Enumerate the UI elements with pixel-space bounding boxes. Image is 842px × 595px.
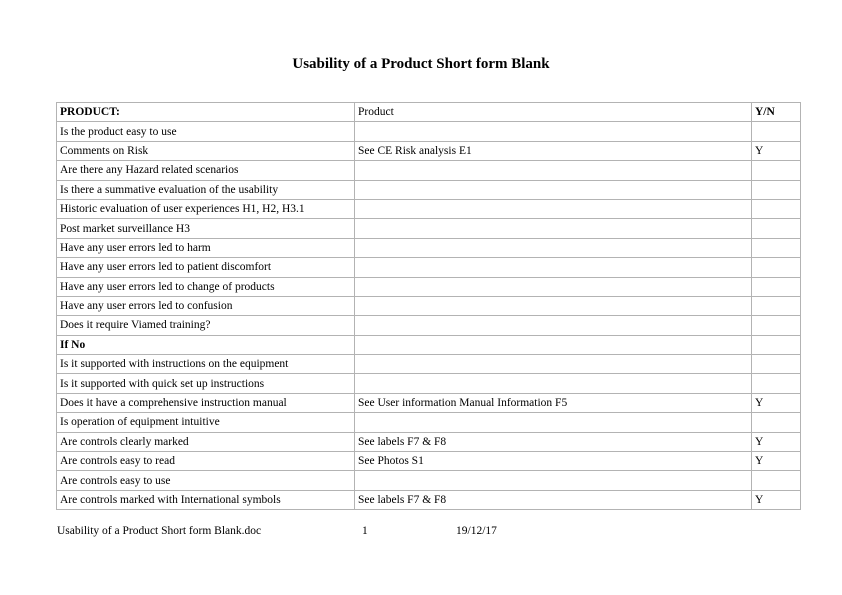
row-question: Have any user errors led to patient discomfort [57,258,355,277]
table-row [57,393,801,412]
row-yn-answer [752,199,801,218]
row-product-note: See CE Risk analysis E1 [355,141,752,160]
row-yn-answer [752,219,801,238]
row-product-note: See Photos S1 [355,452,752,471]
row-product-note [355,335,752,354]
row-yn-answer [752,471,801,490]
row-product-note [355,258,752,277]
footer-date: 19/12/17 [456,525,497,537]
footer-page-number: 1 [362,525,368,537]
table-row [57,161,801,180]
row-question: If No [57,335,355,354]
row-question: Are controls marked with International symbols [57,490,355,509]
table-row [57,452,801,471]
table-row [57,219,801,238]
document-title: Usability of a Product Short form Blank [292,56,550,72]
row-question: Are controls easy to use [57,471,355,490]
row-question: Does it have a comprehensive instruction manual [57,393,355,412]
row-yn-answer: Y [752,452,801,471]
row-product-note [355,199,752,218]
row-question: Have any user errors led to change of products [57,277,355,296]
table-row [57,122,801,141]
table-row [57,277,801,296]
row-question: Are there any Hazard related scenarios [57,161,355,180]
row-yn-answer [752,316,801,335]
row-yn-answer [752,355,801,374]
row-question: Is the product easy to use [57,122,355,141]
row-question: Is it supported with quick set up instructions [57,374,355,393]
row-product-note [355,296,752,315]
row-question: Does it require Viamed training? [57,316,355,335]
row-question: Historic evaluation of user experiences H1, H2, H3.1 [57,199,355,218]
row-product-note [355,122,752,141]
table-row [57,490,801,509]
row-product-note [355,316,752,335]
table-row [57,258,801,277]
row-question: Is it supported with instructions on the equipment [57,355,355,374]
row-yn-answer [752,335,801,354]
row-product-note [355,355,752,374]
row-yn-answer: Y [752,393,801,412]
row-yn-answer [752,258,801,277]
row-yn-answer [752,180,801,199]
row-question: Is operation of equipment intuitive [57,413,355,432]
row-yn-answer [752,238,801,257]
table-row [57,413,801,432]
table-row [57,180,801,199]
row-product-note: See labels F7 & F8 [355,490,752,509]
table-row [57,238,801,257]
row-question: Are controls clearly marked [57,432,355,451]
table-row [57,355,801,374]
row-yn-answer [752,122,801,141]
usability-table [56,102,801,510]
row-product-note: See User information Manual Information F5 [355,393,752,412]
table-row [57,432,801,451]
row-product-note [355,374,752,393]
header-product-column: Product [355,103,752,122]
row-yn-answer: Y [752,432,801,451]
row-question: Have any user errors led to harm [57,238,355,257]
table-row [57,374,801,393]
table-row [57,141,801,160]
row-product-note [355,471,752,490]
table-body [57,103,801,510]
table-row [57,296,801,315]
row-product-note [355,277,752,296]
row-yn-answer [752,374,801,393]
row-product-note [355,238,752,257]
row-product-note: See labels F7 & F8 [355,432,752,451]
row-question: Are controls easy to read [57,452,355,471]
table-row [57,471,801,490]
row-yn-answer [752,413,801,432]
row-yn-answer [752,277,801,296]
row-product-note [355,219,752,238]
footer-filename: Usability of a Product Short form Blank.doc [57,525,262,537]
table-row [57,316,801,335]
header-yn-column: Y/N [752,103,801,122]
row-product-note [355,180,752,199]
table-header-row [57,103,801,122]
row-product-note [355,413,752,432]
row-product-note [355,161,752,180]
row-yn-answer [752,296,801,315]
row-question: Post market surveillance H3 [57,219,355,238]
row-question: Comments on Risk [57,141,355,160]
row-question: Is there a summative evaluation of the usability [57,180,355,199]
row-question: Have any user errors led to confusion [57,296,355,315]
row-yn-answer [752,161,801,180]
row-yn-answer: Y [752,141,801,160]
header-product-label: PRODUCT: [57,103,355,122]
table-row [57,335,801,354]
row-yn-answer: Y [752,490,801,509]
table-row [57,199,801,218]
